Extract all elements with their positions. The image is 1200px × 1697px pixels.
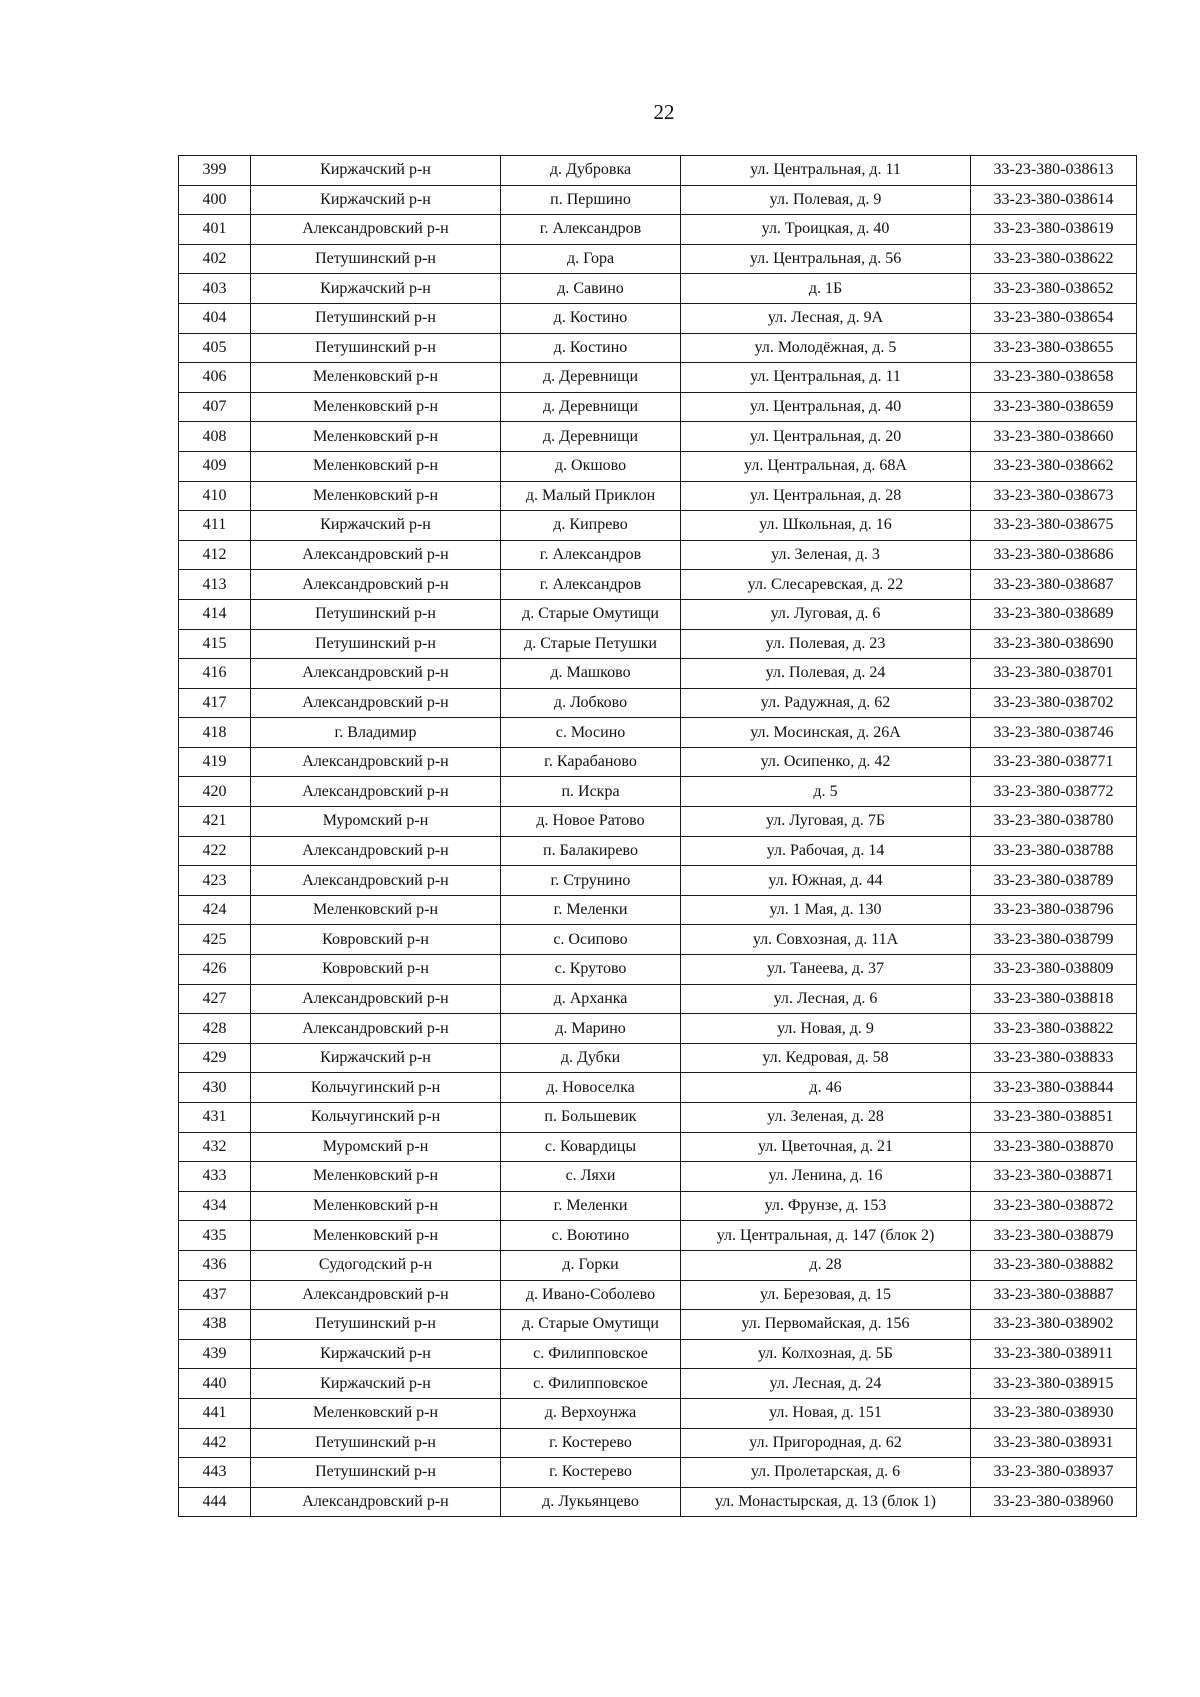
row-number-cell: 432	[179, 1132, 251, 1162]
table-row	[179, 836, 1137, 866]
address-cell: ул. Совхозная, д. 11А	[681, 925, 971, 955]
cadastral-code-cell: 33-23-380-038789	[971, 866, 1137, 896]
settlement-cell: д. Лукьянцево	[501, 1487, 681, 1517]
settlement-cell: д. Савино	[501, 274, 681, 304]
row-number-cell: 433	[179, 1162, 251, 1192]
address-cell: ул. Центральная, д. 28	[681, 481, 971, 511]
settlement-cell: г. Александров	[501, 215, 681, 245]
cadastral-code-cell: 33-23-380-038930	[971, 1398, 1137, 1428]
cadastral-code-cell: 33-23-380-038689	[971, 599, 1137, 629]
row-number-cell: 411	[179, 511, 251, 541]
address-cell: ул. Осипенко, д. 42	[681, 747, 971, 777]
cadastral-code-cell: 33-23-380-038799	[971, 925, 1137, 955]
settlement-cell: д. Старые Петушки	[501, 629, 681, 659]
district-cell: Петушинский р-н	[251, 1310, 501, 1340]
district-cell: Меленковский р-н	[251, 481, 501, 511]
table-row	[179, 481, 1137, 511]
settlement-cell: п. Большевик	[501, 1103, 681, 1133]
cadastral-code-cell: 33-23-380-038673	[971, 481, 1137, 511]
cadastral-code-cell: 33-23-380-038870	[971, 1132, 1137, 1162]
table-row	[179, 363, 1137, 393]
cadastral-code-cell: 33-23-380-038780	[971, 807, 1137, 837]
district-cell: Петушинский р-н	[251, 244, 501, 274]
table-row	[179, 599, 1137, 629]
settlement-cell: д. Дубки	[501, 1043, 681, 1073]
district-cell: Меленковский р-н	[251, 1398, 501, 1428]
address-cell: ул. Фрунзе, д. 153	[681, 1191, 971, 1221]
table-row	[179, 895, 1137, 925]
district-cell: Киржачский р-н	[251, 511, 501, 541]
cadastral-code-cell: 33-23-380-038690	[971, 629, 1137, 659]
address-cell: ул. Лесная, д. 6	[681, 984, 971, 1014]
row-number-cell: 428	[179, 1014, 251, 1044]
cadastral-code-cell: 33-23-380-038872	[971, 1191, 1137, 1221]
row-number-cell: 410	[179, 481, 251, 511]
table-row	[179, 1369, 1137, 1399]
table-row	[179, 333, 1137, 363]
settlement-cell: г. Костерево	[501, 1428, 681, 1458]
address-cell: ул. Березовая, д. 15	[681, 1280, 971, 1310]
table-row	[179, 955, 1137, 985]
table-row	[179, 1428, 1137, 1458]
address-cell: ул. Луговая, д. 6	[681, 599, 971, 629]
table-row	[179, 1132, 1137, 1162]
district-cell: г. Владимир	[251, 718, 501, 748]
settlement-cell: с. Ляхи	[501, 1162, 681, 1192]
page-number: 22	[653, 100, 675, 124]
settlement-cell: г. Карабаново	[501, 747, 681, 777]
cadastral-code-cell: 33-23-380-038931	[971, 1428, 1137, 1458]
address-cell: ул. Зеленая, д. 28	[681, 1103, 971, 1133]
table-row	[179, 1014, 1137, 1044]
address-cell: ул. Колхозная, д. 5Б	[681, 1339, 971, 1369]
settlement-cell: с. Ковардицы	[501, 1132, 681, 1162]
cadastral-code-cell: 33-23-380-038871	[971, 1162, 1137, 1192]
row-number-cell: 435	[179, 1221, 251, 1251]
row-number-cell: 406	[179, 363, 251, 393]
row-number-cell: 436	[179, 1250, 251, 1280]
district-cell: Меленковский р-н	[251, 392, 501, 422]
address-cell: ул. Зеленая, д. 3	[681, 540, 971, 570]
cadastral-code-cell: 33-23-380-038796	[971, 895, 1137, 925]
row-number-cell: 429	[179, 1043, 251, 1073]
district-cell: Меленковский р-н	[251, 895, 501, 925]
table-row	[179, 156, 1137, 186]
address-cell: д. 1Б	[681, 274, 971, 304]
table-row	[179, 1221, 1137, 1251]
address-cell: ул. Центральная, д. 147 (блок 2)	[681, 1221, 971, 1251]
address-cell: ул. Танеева, д. 37	[681, 955, 971, 985]
district-cell: Петушинский р-н	[251, 599, 501, 629]
cadastral-code-cell: 33-23-380-038652	[971, 274, 1137, 304]
row-number-cell: 423	[179, 866, 251, 896]
cadastral-code-cell: 33-23-380-038902	[971, 1310, 1137, 1340]
district-cell: Ковровский р-н	[251, 955, 501, 985]
row-number-cell: 425	[179, 925, 251, 955]
district-cell: Киржачский р-н	[251, 1369, 501, 1399]
cadastral-code-cell: 33-23-380-038809	[971, 955, 1137, 985]
cadastral-code-cell: 33-23-380-038879	[971, 1221, 1137, 1251]
settlement-cell: д. Костино	[501, 333, 681, 363]
address-cell: ул. 1 Мая, д. 130	[681, 895, 971, 925]
district-cell: Александровский р-н	[251, 1487, 501, 1517]
table-row	[179, 1073, 1137, 1103]
address-cell: ул. Полевая, д. 23	[681, 629, 971, 659]
cadastral-code-cell: 33-23-380-038622	[971, 244, 1137, 274]
cadastral-code-cell: 33-23-380-038655	[971, 333, 1137, 363]
settlement-cell: д. Деревнищи	[501, 422, 681, 452]
cadastral-code-cell: 33-23-380-038619	[971, 215, 1137, 245]
table-row	[179, 866, 1137, 896]
cadastral-code-cell: 33-23-380-038662	[971, 451, 1137, 481]
row-number-cell: 440	[179, 1369, 251, 1399]
district-cell: Меленковский р-н	[251, 1162, 501, 1192]
cadastral-code-cell: 33-23-380-038614	[971, 185, 1137, 215]
row-number-cell: 430	[179, 1073, 251, 1103]
row-number-cell: 413	[179, 570, 251, 600]
cadastral-code-cell: 33-23-380-038746	[971, 718, 1137, 748]
row-number-cell: 417	[179, 688, 251, 718]
address-cell: ул. Первомайская, д. 156	[681, 1310, 971, 1340]
address-cell: ул. Новая, д. 9	[681, 1014, 971, 1044]
cadastral-code-cell: 33-23-380-038686	[971, 540, 1137, 570]
table-row	[179, 1191, 1137, 1221]
district-cell: Петушинский р-н	[251, 1428, 501, 1458]
row-number-cell: 421	[179, 807, 251, 837]
address-cell: ул. Пролетарская, д. 6	[681, 1458, 971, 1488]
district-cell: Петушинский р-н	[251, 333, 501, 363]
table-row	[179, 303, 1137, 333]
cadastral-code-cell: 33-23-380-038654	[971, 303, 1137, 333]
table-row	[179, 1250, 1137, 1280]
district-cell: Александровский р-н	[251, 866, 501, 896]
district-cell: Муромский р-н	[251, 1132, 501, 1162]
district-cell: Муромский р-н	[251, 807, 501, 837]
district-cell: Ковровский р-н	[251, 925, 501, 955]
district-cell: Киржачский р-н	[251, 274, 501, 304]
cadastral-code-cell: 33-23-380-038701	[971, 659, 1137, 689]
settlement-cell: п. Балакирево	[501, 836, 681, 866]
row-number-cell: 441	[179, 1398, 251, 1428]
settlement-cell: д. Костино	[501, 303, 681, 333]
district-cell: Петушинский р-н	[251, 303, 501, 333]
address-cell: ул. Монастырская, д. 13 (блок 1)	[681, 1487, 971, 1517]
row-number-cell: 434	[179, 1191, 251, 1221]
row-number-cell: 426	[179, 955, 251, 985]
address-cell: ул. Лесная, д. 24	[681, 1369, 971, 1399]
address-cell: ул. Центральная, д. 11	[681, 363, 971, 393]
address-cell: ул. Полевая, д. 24	[681, 659, 971, 689]
table-row	[179, 1398, 1137, 1428]
cadastral-code-cell: 33-23-380-038659	[971, 392, 1137, 422]
cadastral-code-cell: 33-23-380-038882	[971, 1250, 1137, 1280]
row-number-cell: 408	[179, 422, 251, 452]
cadastral-code-cell: 33-23-380-038851	[971, 1103, 1137, 1133]
cadastral-code-cell: 33-23-380-038771	[971, 747, 1137, 777]
settlement-cell: п. Искра	[501, 777, 681, 807]
address-cell: ул. Центральная, д. 11	[681, 156, 971, 186]
address-cell: ул. Центральная, д. 20	[681, 422, 971, 452]
address-cell: ул. Школьная, д. 16	[681, 511, 971, 541]
row-number-cell: 424	[179, 895, 251, 925]
row-number-cell: 416	[179, 659, 251, 689]
table-row	[179, 1043, 1137, 1073]
table-row	[179, 688, 1137, 718]
settlement-cell: с. Осипово	[501, 925, 681, 955]
row-number-cell: 437	[179, 1280, 251, 1310]
address-cell: ул. Новая, д. 151	[681, 1398, 971, 1428]
row-number-cell: 409	[179, 451, 251, 481]
registry-table	[178, 155, 1137, 1517]
settlement-cell: д. Ивано-Соболево	[501, 1280, 681, 1310]
table-row	[179, 807, 1137, 837]
address-cell: д. 5	[681, 777, 971, 807]
district-cell: Александровский р-н	[251, 747, 501, 777]
table-row	[179, 1487, 1137, 1517]
district-cell: Петушинский р-н	[251, 1458, 501, 1488]
settlement-cell: с. Филипповское	[501, 1369, 681, 1399]
row-number-cell: 403	[179, 274, 251, 304]
address-cell: ул. Молодёжная, д. 5	[681, 333, 971, 363]
address-cell: ул. Лесная, д. 9А	[681, 303, 971, 333]
table-row	[179, 777, 1137, 807]
table-row	[179, 244, 1137, 274]
settlement-cell: г. Костерево	[501, 1458, 681, 1488]
row-number-cell: 414	[179, 599, 251, 629]
table-row	[179, 451, 1137, 481]
settlement-cell: д. Малый Приклон	[501, 481, 681, 511]
settlement-cell: с. Филипповское	[501, 1339, 681, 1369]
district-cell: Киржачский р-н	[251, 1043, 501, 1073]
row-number-cell: 415	[179, 629, 251, 659]
address-cell: ул. Кедровая, д. 58	[681, 1043, 971, 1073]
address-cell: ул. Слесаревская, д. 22	[681, 570, 971, 600]
district-cell: Александровский р-н	[251, 777, 501, 807]
address-cell: ул. Пригородная, д. 62	[681, 1428, 971, 1458]
district-cell: Киржачский р-н	[251, 1339, 501, 1369]
district-cell: Александровский р-н	[251, 1280, 501, 1310]
row-number-cell: 412	[179, 540, 251, 570]
address-cell: ул. Луговая, д. 7Б	[681, 807, 971, 837]
settlement-cell: д. Верхоунжа	[501, 1398, 681, 1428]
row-number-cell: 420	[179, 777, 251, 807]
row-number-cell: 399	[179, 156, 251, 186]
address-cell: ул. Центральная, д. 56	[681, 244, 971, 274]
cadastral-code-cell: 33-23-380-038613	[971, 156, 1137, 186]
cadastral-code-cell: 33-23-380-038702	[971, 688, 1137, 718]
cadastral-code-cell: 33-23-380-038658	[971, 363, 1137, 393]
district-cell: Киржачский р-н	[251, 185, 501, 215]
row-number-cell: 407	[179, 392, 251, 422]
address-cell: ул. Южная, д. 44	[681, 866, 971, 896]
row-number-cell: 444	[179, 1487, 251, 1517]
cadastral-code-cell: 33-23-380-038915	[971, 1369, 1137, 1399]
district-cell: Александровский р-н	[251, 836, 501, 866]
table-row	[179, 1310, 1137, 1340]
cadastral-code-cell: 33-23-380-038687	[971, 570, 1137, 600]
cadastral-code-cell: 33-23-380-038833	[971, 1043, 1137, 1073]
address-cell: ул. Троицкая, д. 40	[681, 215, 971, 245]
table-row	[179, 1339, 1137, 1369]
row-number-cell: 404	[179, 303, 251, 333]
cadastral-code-cell: 33-23-380-038960	[971, 1487, 1137, 1517]
settlement-cell: д. Гора	[501, 244, 681, 274]
district-cell: Александровский р-н	[251, 540, 501, 570]
district-cell: Петушинский р-н	[251, 629, 501, 659]
district-cell: Судогодский р-н	[251, 1250, 501, 1280]
district-cell: Меленковский р-н	[251, 451, 501, 481]
district-cell: Кольчугинский р-н	[251, 1073, 501, 1103]
row-number-cell: 400	[179, 185, 251, 215]
table-row	[179, 1162, 1137, 1192]
settlement-cell: г. Струнино	[501, 866, 681, 896]
table-row	[179, 718, 1137, 748]
settlement-cell: д. Старые Омутищи	[501, 1310, 681, 1340]
settlement-cell: г. Меленки	[501, 1191, 681, 1221]
district-cell: Меленковский р-н	[251, 363, 501, 393]
row-number-cell: 418	[179, 718, 251, 748]
settlement-cell: д. Дубровка	[501, 156, 681, 186]
address-cell: ул. Полевая, д. 9	[681, 185, 971, 215]
address-cell: д. 28	[681, 1250, 971, 1280]
row-number-cell: 427	[179, 984, 251, 1014]
settlement-cell: д. Кипрево	[501, 511, 681, 541]
row-number-cell: 402	[179, 244, 251, 274]
registry-table-body	[179, 156, 1137, 1517]
address-cell: ул. Центральная, д. 68А	[681, 451, 971, 481]
settlement-cell: г. Меленки	[501, 895, 681, 925]
settlement-cell: д. Новое Ратово	[501, 807, 681, 837]
row-number-cell: 443	[179, 1458, 251, 1488]
district-cell: Киржачский р-н	[251, 156, 501, 186]
row-number-cell: 438	[179, 1310, 251, 1340]
address-cell: ул. Центральная, д. 40	[681, 392, 971, 422]
address-cell: ул. Радужная, д. 62	[681, 688, 971, 718]
cadastral-code-cell: 33-23-380-038937	[971, 1458, 1137, 1488]
row-number-cell: 401	[179, 215, 251, 245]
cadastral-code-cell: 33-23-380-038844	[971, 1073, 1137, 1103]
settlement-cell: г. Александров	[501, 540, 681, 570]
district-cell: Кольчугинский р-н	[251, 1103, 501, 1133]
district-cell: Меленковский р-н	[251, 1191, 501, 1221]
cadastral-code-cell: 33-23-380-038911	[971, 1339, 1137, 1369]
address-cell: ул. Цветочная, д. 21	[681, 1132, 971, 1162]
table-row	[179, 1458, 1137, 1488]
row-number-cell: 442	[179, 1428, 251, 1458]
table-row	[179, 747, 1137, 777]
table-row	[179, 629, 1137, 659]
settlement-cell: с. Воютино	[501, 1221, 681, 1251]
district-cell: Александровский р-н	[251, 659, 501, 689]
settlement-cell: п. Першино	[501, 185, 681, 215]
table-row	[179, 925, 1137, 955]
address-cell: ул. Мосинская, д. 26А	[681, 718, 971, 748]
cadastral-code-cell: 33-23-380-038818	[971, 984, 1137, 1014]
settlement-cell: с. Мосино	[501, 718, 681, 748]
row-number-cell: 431	[179, 1103, 251, 1133]
settlement-cell: д. Горки	[501, 1250, 681, 1280]
table-row	[179, 540, 1137, 570]
address-cell: ул. Ленина, д. 16	[681, 1162, 971, 1192]
settlement-cell: с. Крутово	[501, 955, 681, 985]
cadastral-code-cell: 33-23-380-038822	[971, 1014, 1137, 1044]
district-cell: Александровский р-н	[251, 570, 501, 600]
settlement-cell: г. Александров	[501, 570, 681, 600]
settlement-cell: д. Деревнищи	[501, 392, 681, 422]
settlement-cell: д. Новоселка	[501, 1073, 681, 1103]
table-row	[179, 984, 1137, 1014]
row-number-cell: 419	[179, 747, 251, 777]
cadastral-code-cell: 33-23-380-038675	[971, 511, 1137, 541]
address-cell: д. 46	[681, 1073, 971, 1103]
table-row	[179, 1103, 1137, 1133]
cadastral-code-cell: 33-23-380-038788	[971, 836, 1137, 866]
settlement-cell: д. Окшово	[501, 451, 681, 481]
cadastral-code-cell: 33-23-380-038887	[971, 1280, 1137, 1310]
cadastral-code-cell: 33-23-380-038660	[971, 422, 1137, 452]
settlement-cell: д. Машково	[501, 659, 681, 689]
address-cell: ул. Рабочая, д. 14	[681, 836, 971, 866]
table-row	[179, 659, 1137, 689]
table-row	[179, 392, 1137, 422]
district-cell: Александровский р-н	[251, 215, 501, 245]
cadastral-code-cell: 33-23-380-038772	[971, 777, 1137, 807]
table-row	[179, 274, 1137, 304]
row-number-cell: 405	[179, 333, 251, 363]
district-cell: Меленковский р-н	[251, 1221, 501, 1251]
settlement-cell: д. Лобково	[501, 688, 681, 718]
settlement-cell: д. Старые Омутищи	[501, 599, 681, 629]
table-row	[179, 570, 1137, 600]
district-cell: Александровский р-н	[251, 688, 501, 718]
table-row	[179, 185, 1137, 215]
settlement-cell: д. Арханка	[501, 984, 681, 1014]
row-number-cell: 422	[179, 836, 251, 866]
settlement-cell: д. Марино	[501, 1014, 681, 1044]
table-row	[179, 422, 1137, 452]
district-cell: Александровский р-н	[251, 984, 501, 1014]
row-number-cell: 439	[179, 1339, 251, 1369]
table-row	[179, 511, 1137, 541]
settlement-cell: д. Деревнищи	[501, 363, 681, 393]
table-row	[179, 1280, 1137, 1310]
table-row	[179, 215, 1137, 245]
district-cell: Меленковский р-н	[251, 422, 501, 452]
district-cell: Александровский р-н	[251, 1014, 501, 1044]
